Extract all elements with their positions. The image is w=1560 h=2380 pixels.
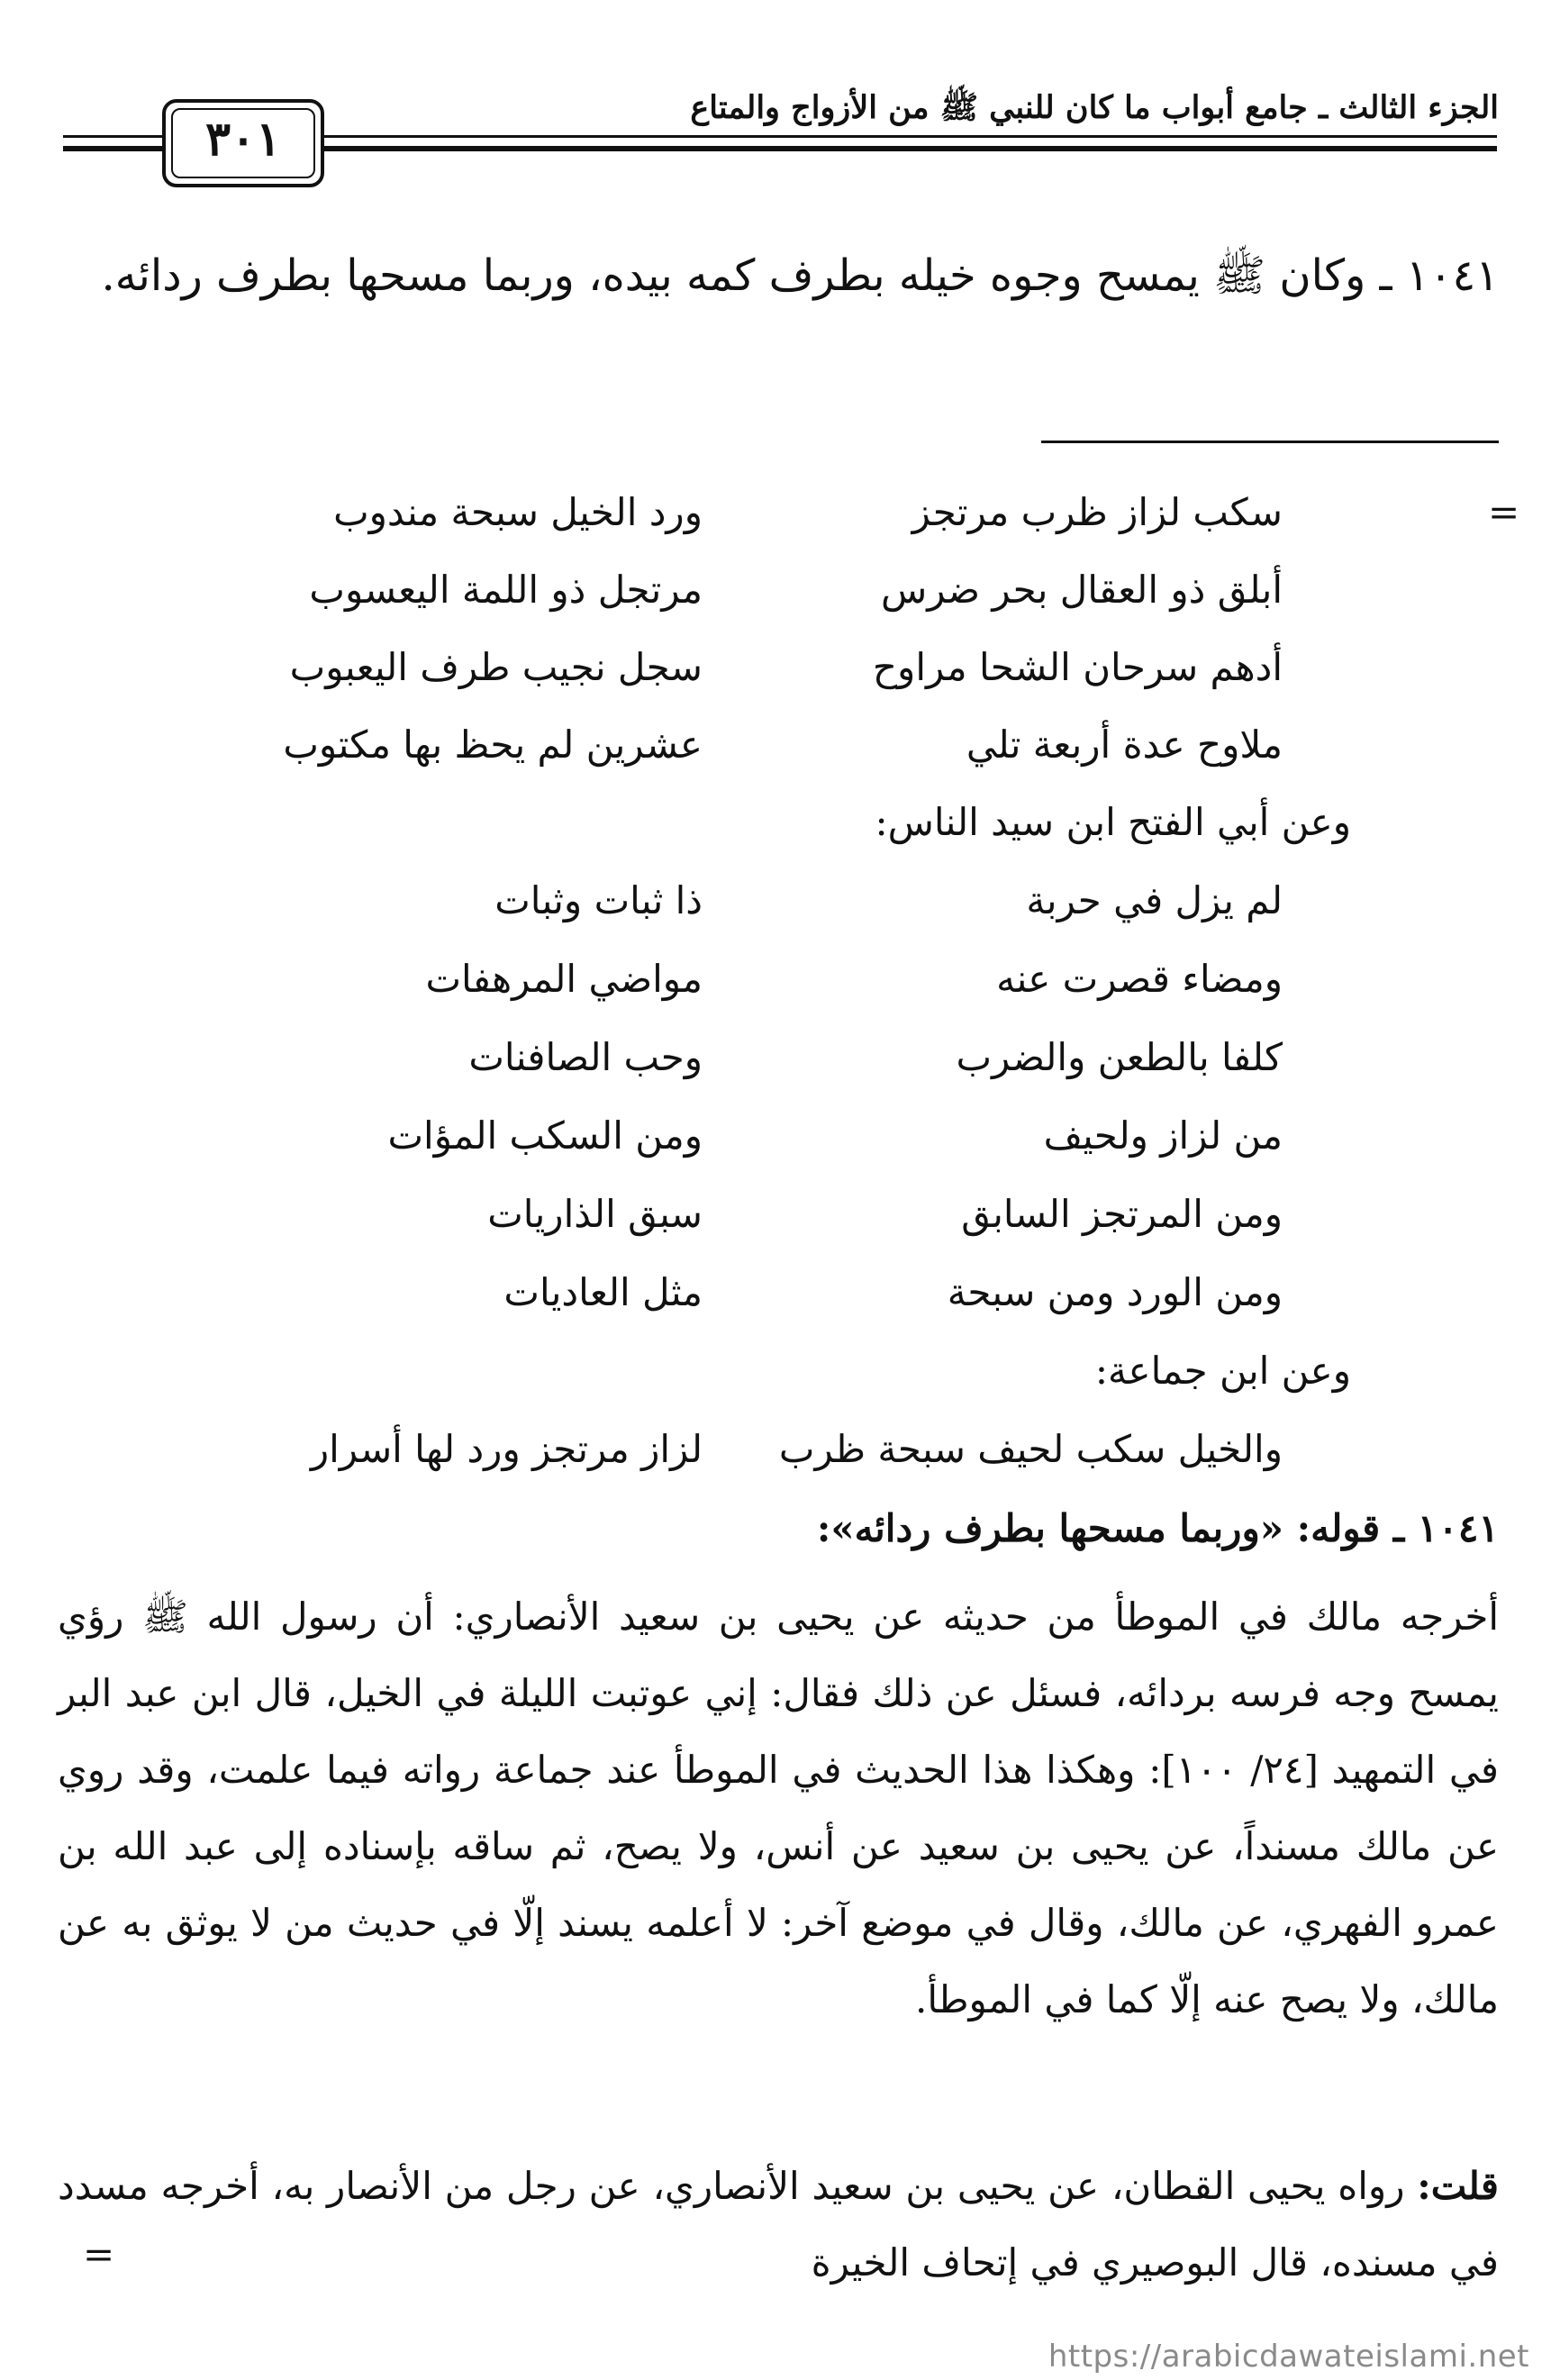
verse-left: ذا ثبات وثبات — [494, 878, 703, 922]
verse-left: لزاز مرتجز ورد لها أسرار — [310, 1427, 703, 1471]
page-number-frame — [162, 99, 324, 187]
verse-left: مواضي المرهفات — [425, 957, 703, 1001]
verse-left: ورد الخيل سبحة مندوب — [333, 490, 703, 534]
verse-left: مثل العاديات — [503, 1270, 703, 1314]
verse-right: لم يزل في حربة — [1026, 878, 1283, 922]
verse-intro: وعن ابن جماعة: — [1094, 1349, 1351, 1393]
verse-right: سكب لزاز ظرب مرتجز — [912, 490, 1283, 534]
verse-left: ومن السكب المؤات — [387, 1113, 703, 1158]
verse-left: مرتجل ذو اللمة اليعسوب — [309, 568, 703, 612]
continuation-mark: = — [83, 2232, 115, 2276]
verse-left: عشرين لم يحظ بها مكتوب — [283, 722, 703, 767]
verse-right: ومن المرتجز السابق — [961, 1192, 1283, 1236]
verse-right: أدهم سرحان الشحا مراوح — [872, 645, 1283, 689]
verse-left: سبق الذاريات — [487, 1192, 703, 1236]
verse-left: سجل نجيب طرف اليعبوب — [289, 645, 703, 689]
commentary-note — [58, 2148, 1499, 2301]
commentary-paragraph: أخرجه مالك في الموطأ من حديثه عن يحيى بن سعيد الأنصاري: أن رسول الله ﷺ رؤي يمسح وجه فرسه بردائه، فسئل عن ذلك فقال: إني عوتبت الليلة في الخيل، قال ابن عبد البر في التمهيد [٢٤/ ١٠٠]: وهكذا هذا الحديث في الموطأ عند جماعة رواته فيما علمت، وقد روي عن مالك مسنداً، عن يحيى بن سعيد عن أنس، ولا يصح، ثم ساقه بإسناده إلى عبد الله بن عمرو الفهري، عن مالك، وقال في موضع آخر: لا أعلمه يسند إلّا في حديث من لا يوثق به عن مالك، ولا يصح عنه إلّا كما في الموطأ. — [58, 1594, 1500, 2021]
verse-right: ومن الورد ومن سبحة — [947, 1270, 1283, 1314]
verse-right: من لزاز ولحيف — [1043, 1113, 1283, 1158]
verse-intro: وعن أبي الفتح ابن سيد الناس: — [875, 800, 1351, 844]
hadith-text: ١٠٤١ ـ وكان ﷺ يمسح وجوه خيله بطرف كمه بيده، وربما مسحها بطرف ردائه. — [101, 250, 1499, 301]
verse-right: كلفا بالطعن والضرب — [956, 1035, 1283, 1079]
running-title: الجزء الثالث ـ جامع أبواب ما كان للنبي ﷺ من الأزواج والمتاع — [690, 89, 1499, 126]
verse-left: وحب الصافنات — [468, 1035, 703, 1079]
verse-right: ملاوح عدة أربعة تلي — [966, 722, 1283, 767]
page-number: ٣٠١ — [205, 112, 281, 167]
continuation-mark: = — [1488, 490, 1520, 534]
footnote-separator — [1041, 441, 1499, 443]
commentary-note-text: رواه يحيى القطان، عن يحيى بن سعيد الأنصاري، عن رجل من الأنصار به، أخرجه مسدد في مسنده، قال البوصيري في إتحاف الخيرة — [58, 2164, 1499, 2285]
verse-right: والخيل سكب لحيف سبحة ظرب — [778, 1427, 1283, 1471]
commentary-heading: ١٠٤١ ـ قوله: «وربما مسحها بطرف ردائه»: — [816, 1506, 1499, 1550]
watermark-url: https://arabicdawateislami.net — [1048, 2339, 1529, 2375]
verse-right: ومضاء قصرت عنه — [996, 957, 1283, 1001]
verse-right: أبلق ذو العقال بحر ضرس — [880, 568, 1283, 612]
commentary-note-label: قلت: — [1417, 2164, 1499, 2208]
